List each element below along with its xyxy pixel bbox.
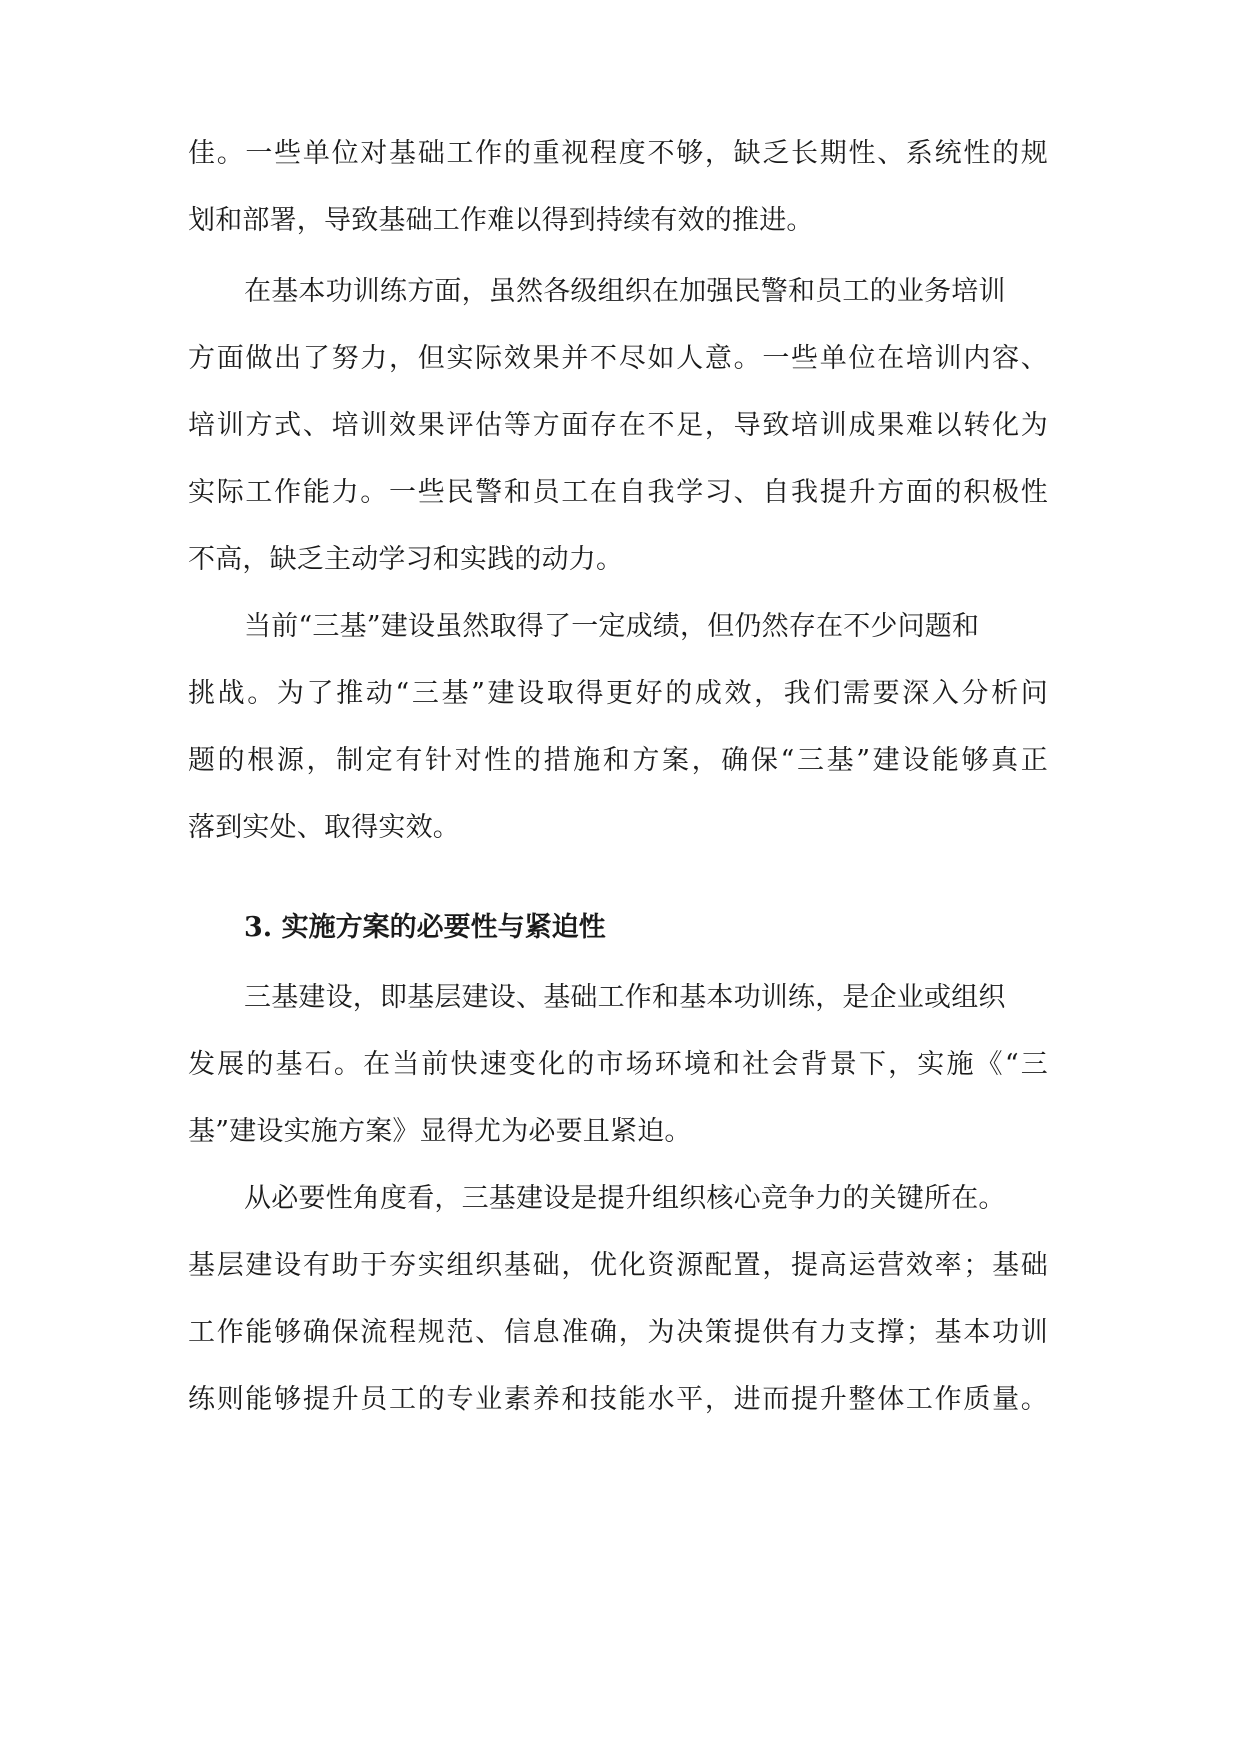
text-line: 发展的基石。在当前快速变化的市场环境和社会背景下，实施《“三	[188, 1049, 1048, 1080]
text-line: 基”建设实施方案》显得尤为必要且紧迫。	[188, 1116, 692, 1147]
text-line: 佳。一些单位对基础工作的重视程度不够，缺乏长期性、系统性的规	[188, 138, 1048, 169]
text-line: 三基建设，即基层建设、基础工作和基本功训练，是企业或组织	[244, 982, 1006, 1013]
text-line: 落到实处、取得实效。	[188, 812, 460, 843]
text-line: 工作能够确保流程规范、信息准确，为决策提供有力支撑；基本功训	[188, 1317, 1048, 1348]
text-line: 题的根源，制定有针对性的措施和方案，确保“三基”建设能够真正	[188, 745, 1048, 776]
text-line: 方面做出了努力，但实际效果并不尽如人意。一些单位在培训内容、	[188, 343, 1048, 374]
text-line: 从必要性角度看，三基建设是提升组织核心竞争力的关键所在。	[244, 1183, 1006, 1214]
text-line: 练则能够提升员工的专业素养和技能水平，进而提升整体工作质量。	[188, 1384, 1048, 1415]
text-line: 挑战。为了推动“三基”建设取得更好的成效，我们需要深入分析问	[188, 678, 1048, 709]
text-line: 不高，缺乏主动学习和实践的动力。	[188, 544, 624, 575]
text-line: 划和部署，导致基础工作难以得到持续有效的推进。	[188, 205, 814, 236]
section-heading: 3. 实施方案的必要性与紧迫性	[244, 912, 606, 943]
text-line: 基层建设有助于夯实组织基础，优化资源配置，提高运营效率；基础	[188, 1250, 1048, 1281]
text-line: 在基本功训练方面，虽然各级组织在加强民警和员工的业务培训	[244, 276, 1006, 307]
text-line: 当前“三基”建设虽然取得了一定成绩，但仍然存在不少问题和	[244, 611, 980, 642]
text-line: 培训方式、培训效果评估等方面存在不足，导致培训成果难以转化为	[188, 410, 1048, 441]
text-line: 实际工作能力。一些民警和员工在自我学习、自我提升方面的积极性	[188, 477, 1048, 508]
